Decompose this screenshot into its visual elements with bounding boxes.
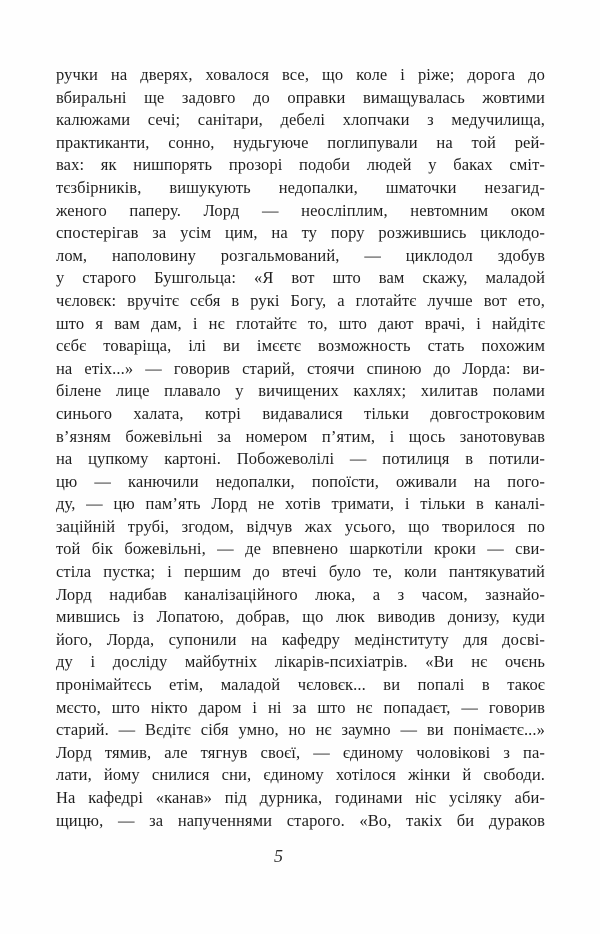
text-line: старий. — Вєдітє сібя умно, но нє заумно — ви понімаєтє...» [56, 720, 545, 740]
text-line: Лорд надибав каналізаційного люка, а з часом, зазнайо- [56, 584, 545, 604]
text-line: в’язням божевільні за номером п’ятим, і щось занотовував [56, 426, 545, 446]
text-line: мєсто, што нікто даром і ні за што нє попадаєт, — говорив [56, 697, 545, 717]
text-line: на цупкому картоні. Побожеволілі — потилиця в потили- [56, 449, 545, 469]
text-line: мившись із Лопатою, добрав, що люк виводив донизу, куди [56, 607, 545, 627]
text-line: вбиральні ще задовго до оправки вимащувалась жовтими [56, 87, 545, 107]
text-line: лом, наполовину розгальмований, — циклодол здобув [56, 245, 545, 265]
text-line: у старого Бушгольца: «Я вот што вам скажу, маладой [56, 268, 545, 288]
text-line: лати, йому снилися сни, єдиному хотілося жінки й свободи. [56, 765, 545, 785]
text-line: його, Лорда, супонили на кафедру медінституту для досві- [56, 629, 545, 649]
page-number: 5 [274, 846, 283, 866]
text-line: спостерігав за усім цим, на ту пору розжившись циклодо- [56, 223, 545, 243]
text-line: щицю, — за напученнями старого. «Во, такіх би дураков [56, 810, 545, 830]
text-line: тєзбірників, вишукують недопалки, шматочки незагид- [56, 177, 545, 197]
text-line: практиканти, сонно, нудьгуюче поглипували на той рей- [56, 132, 545, 152]
text-line: пронімайтєсь етім, маладой чєловєк... ви попалі в такоє [56, 675, 545, 695]
text-line: чєловєк: вручітє сєбя в рукі Богу, а глотайтє лучше вот ето, [56, 290, 545, 310]
text-line: Лорд тямив, але тягнув своєї, — єдиному чоловікові з па- [56, 742, 545, 762]
text-line: ду і досліду майбутніх лікарів-психіатрів. «Ви нє очєнь [56, 652, 545, 672]
text-line: заційній трубі, згодом, відчув жах усього, що творилося по [56, 516, 545, 536]
text-line: білене лице плавало у вичищених кахлях; хилитав полами [56, 381, 545, 401]
text-line: синього халата, котрі видавалися тільки довгостроковим [56, 403, 545, 423]
text-line: той бік божевільні, — де впевнено шаркотіли кроки — сви- [56, 539, 545, 559]
text-line: што я вам дам, і нє глотайтє то, што дают врачі, і найдітє [56, 313, 545, 333]
text-line: На кафедрі «канав» під дурника, годинами ніс усіляку аби- [56, 788, 545, 807]
text-line: женого паперу. Лорд — неосліплим, невтомним оком [56, 200, 545, 220]
text-line: ду, — цю пам’ять Лорд не хотів тримати, і тільки в каналі- [56, 494, 545, 514]
body-text [56, 64, 545, 832]
text-line: стіла пустка; і першим до втечі було те, коли пантякуватий [56, 562, 545, 582]
text-line: цю — канючили недопалки, попоїсти, оживали на пого- [56, 471, 545, 491]
text-line: ручки на дверях, ховалося все, що коле і ріже; дорога до [56, 65, 545, 84]
text-line: сєбє товаріща, ілі ви імєєтє возможность стать похожим [56, 336, 545, 356]
text-line: вах: як нишпорять прозорі подоби людей у баках сміт- [56, 155, 545, 175]
text-line: на етіх...» — говорив старий, стоячи спиною до Лорда: ви- [56, 358, 545, 378]
text-line: калюжами сечі; санітари, дебелі хлопчаки з медучилища, [56, 110, 545, 130]
